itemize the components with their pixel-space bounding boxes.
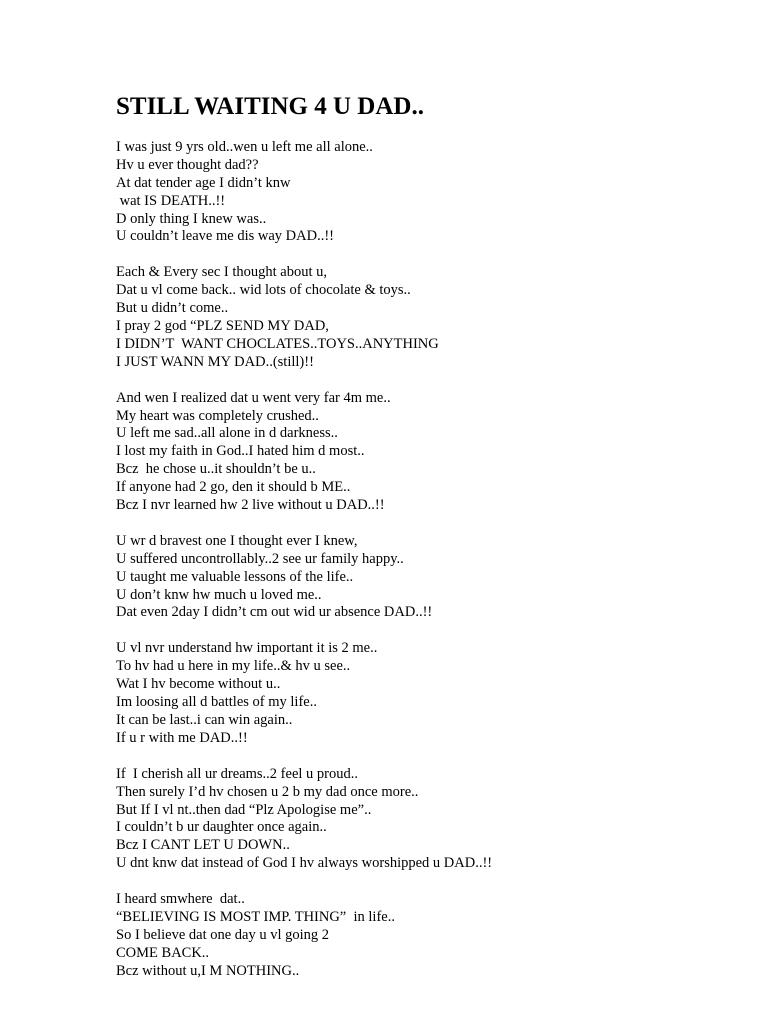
poem-line: U taught me valuable lessons of the life.. [116,568,354,585]
poem-line: “BELIEVING IS MOST IMP. THING” in life.. [116,908,395,925]
poem-line: Bcz I nvr learned hw 2 live without u DAD..!! [116,497,385,514]
poem-line: U couldn’t leave me dis way DAD..!! [116,228,334,245]
poem-title: STILL WAITING 4 U DAD.. [116,93,424,120]
poem-line: COME BACK.. [116,944,210,961]
poem-line: If anyone had 2 go, den it should b ME.. [116,479,351,496]
poem-line: Hv u ever thought dad?? [116,156,259,173]
poem-line: If I cherish all ur dreams..2 feel u proud.. [116,765,358,782]
stanza-3 [116,390,736,515]
poem-line: Dat even 2day I didn’t cm out wid ur absence DAD..!! [116,604,433,621]
poem-line: But If I vl nt..then dad “Plz Apologise me”.. [116,801,372,818]
poem-line: U vl nvr understand hw important it is 2 me.. [116,640,378,657]
poem-body [116,139,736,999]
poem-line: Dat u vl come back.. wid lots of chocolate & toys.. [116,282,411,299]
poem-line: I pray 2 god “PLZ SEND MY DAD, [116,318,329,335]
poem-line: U left me sad..all alone in d darkness.. [116,425,338,442]
poem-line: U don’t knw hw much u loved me.. [116,586,322,603]
poem-line: To hv had u here in my life..& hv u see.. [116,658,351,675]
stanza-7 [116,891,736,980]
poem-line: Each & Every sec I thought about u, [116,264,327,281]
poem-line: My heart was completely crushed.. [116,407,319,424]
stanza-5 [116,640,736,747]
poem-line: Bcz he chose u..it shouldn’t be u.. [116,461,316,478]
poem-line: U dnt knw dat instead of God I hv always worshipped u DAD..!! [116,855,493,872]
poem-line: U wr d bravest one I thought ever I knew, [116,532,358,549]
poem-line: At dat tender age I didn’t knw [116,174,291,191]
poem-line: But u didn’t come.. [116,300,229,317]
poem-line: And wen I realized dat u went very far 4m me.. [116,389,391,406]
stanza-1 [116,139,736,246]
poem-line: I lost my faith in God..I hated him d most.. [116,443,365,460]
poem-line: Im loosing all d battles of my life.. [116,694,317,711]
poem-line: U suffered uncontrollably..2 see ur family happy.. [116,550,404,567]
poem-line: Bcz without u,I M NOTHING.. [116,962,300,979]
poem-line: So I believe dat one day u vl going 2 [116,926,330,943]
poem-line: I was just 9 yrs old..wen u left me all alone.. [116,139,373,155]
poem-line: It can be last..i can win again.. [116,711,293,728]
poem-line: I couldn’t b ur daughter once again.. [116,819,327,836]
poem-line: I DIDN’T WANT CHOCLATES..TOYS..ANYTHING [116,335,439,352]
stanza-4 [116,533,736,622]
poem-line: wat IS DEATH..!! [116,192,226,209]
poem-line: If u r with me DAD..!! [116,729,248,746]
poem-line: D only thing I knew was.. [116,210,267,227]
poem-line: Bcz I CANT LET U DOWN.. [116,837,290,854]
poem-line: I heard smwhere dat.. [116,891,245,908]
poem-line: Then surely I’d hv chosen u 2 b my dad once more.. [116,783,419,800]
stanza-6 [116,766,736,873]
poem-line: I JUST WANN MY DAD..(still)!! [116,353,314,370]
poem-line: Wat I hv become without u.. [116,676,281,693]
stanza-2 [116,264,736,371]
